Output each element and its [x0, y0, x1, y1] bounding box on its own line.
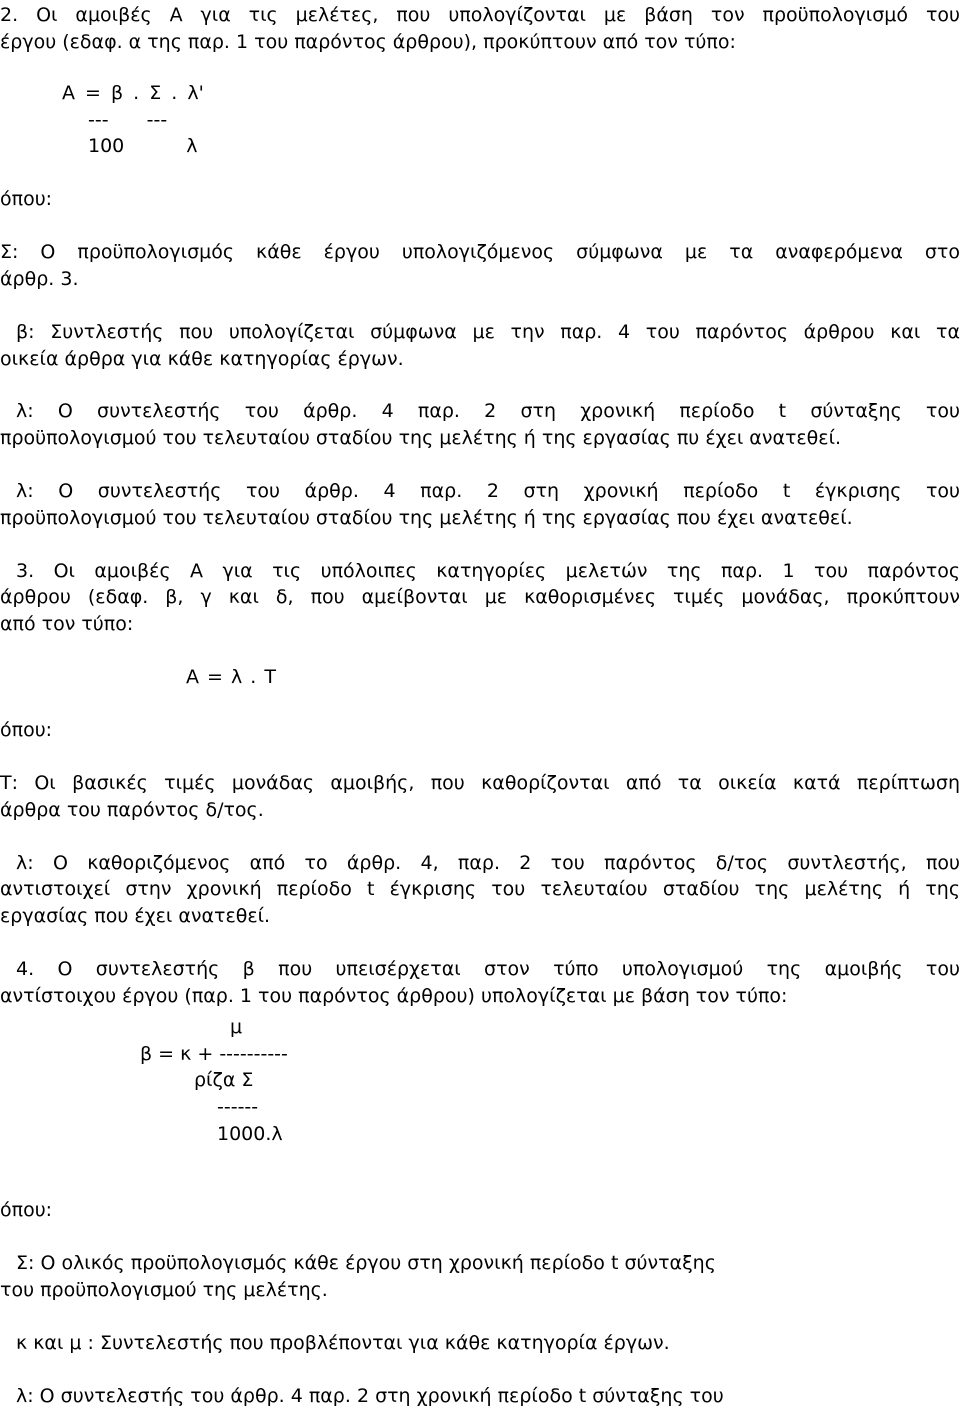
text-line: αντιστοιχεί στην χρονική περίοδο t έγκρισης του τελευταίου σταδίου της μελέτης ή της [0, 878, 960, 900]
text-line: άρθρ. 3. [0, 268, 79, 290]
text-line: λ: Ο συντελεστής του άρθρ. 4 παρ. 2 στη χρονική περίοδο t σύνταξης του [16, 400, 960, 422]
text-line: όπου: [0, 719, 53, 741]
formula-line: ρίζα Σ [194, 1069, 254, 1091]
text-line: εργασίας που έχει ανατεθεί. [0, 905, 271, 927]
text-line: 2. Οι αμοιβές Α για τις μελέτες, που υπολογίζονται με βάση τον προϋπολογισμό του [0, 4, 960, 26]
text-line: από τον τύπο: [0, 613, 134, 635]
text-line: λ: Ο συντελεστής του άρθρ. 4 παρ. 2 στη χρονική περίοδο t έγκρισης του [16, 480, 960, 502]
text-line: λ: Ο συντελεστής του άρθρ. 4 παρ. 2 στη χρονική περίοδο t σύνταξης του [16, 1385, 724, 1407]
text-line: έργου (εδαφ. α της παρ. 1 του παρόντος άρθρου), προκύπτουν από τον τύπο: [0, 31, 736, 53]
formula-line: 100 λ [88, 135, 198, 157]
text-line: προϋπολογισμού του τελευταίου σταδίου της μελέτης ή της εργασίας που έχει ανατεθεί. [0, 507, 853, 529]
formula-line: 1000.λ [217, 1123, 283, 1145]
formula-line: Α = β . Σ . λ' [62, 82, 204, 104]
text-line: κ και μ : Συντελεστής που προβλέπονται για κάθε κατηγορία έργων. [16, 1332, 670, 1354]
text-line: όπου: [0, 188, 53, 210]
formula-line: Α = λ . Τ [186, 666, 276, 688]
text-line: Σ: Ο ολικός προϋπολογισμός κάθε έργου στη χρονική περίοδο t σύνταξης [16, 1252, 716, 1274]
formula-line: μ [230, 1016, 243, 1038]
formula-line: --- --- [88, 109, 168, 131]
text-line: 3. Οι αμοιβές Α για τις υπόλοιπες κατηγορίες μελετών της παρ. 1 του παρόντος [16, 560, 960, 582]
text-line: του προϋπολογισμού της μελέτης. [0, 1279, 328, 1301]
text-line: λ: Ο καθοριζόμενος από το άρθρ. 4, παρ. 2 του παρόντος δ/τος συντλεστής, που [16, 852, 960, 874]
formula-line: β = κ + ---------- [140, 1043, 288, 1065]
text-line: Σ: Ο προϋπολογισμός κάθε έργου υπολογιζόμενος σύμφωνα με τα αναφερόμενα στο [0, 241, 960, 263]
text-line: Τ: Οι βασικές τιμές μονάδας αμοιβής, που καθορίζονται από τα οικεία κατά περίπτωση [0, 772, 960, 794]
text-line: άρθρα του παρόντος δ/τος. [0, 799, 264, 821]
text-line: β: Συντλεστής που υπολογίζεται σύμφωνα με την παρ. 4 του παρόντος άρθρου και τα [16, 321, 960, 343]
text-line: οικεία άρθρα για κάθε κατηγορίας έργων. [0, 348, 404, 370]
text-line: αντίστοιχου έργου (παρ. 1 του παρόντος άρθρου) υπολογίζεται με βάση τον τύπο: [0, 985, 788, 1007]
formula-line: ------ [217, 1096, 259, 1118]
text-line: 4. Ο συντελεστής β που υπεισέρχεται στον τύπο υπολογισμού της αμοιβής του [16, 958, 960, 980]
text-line: προϋπολογισμού του τελευταίου σταδίου της μελέτης ή της εργασίας πυ έχει ανατεθεί. [0, 427, 842, 449]
text-line: άρθρου (εδαφ. β, γ και δ, που αμείβονται με καθορισμένες τιμές μονάδας, προκύπτουν [0, 586, 960, 608]
text-line: όπου: [0, 1199, 53, 1221]
